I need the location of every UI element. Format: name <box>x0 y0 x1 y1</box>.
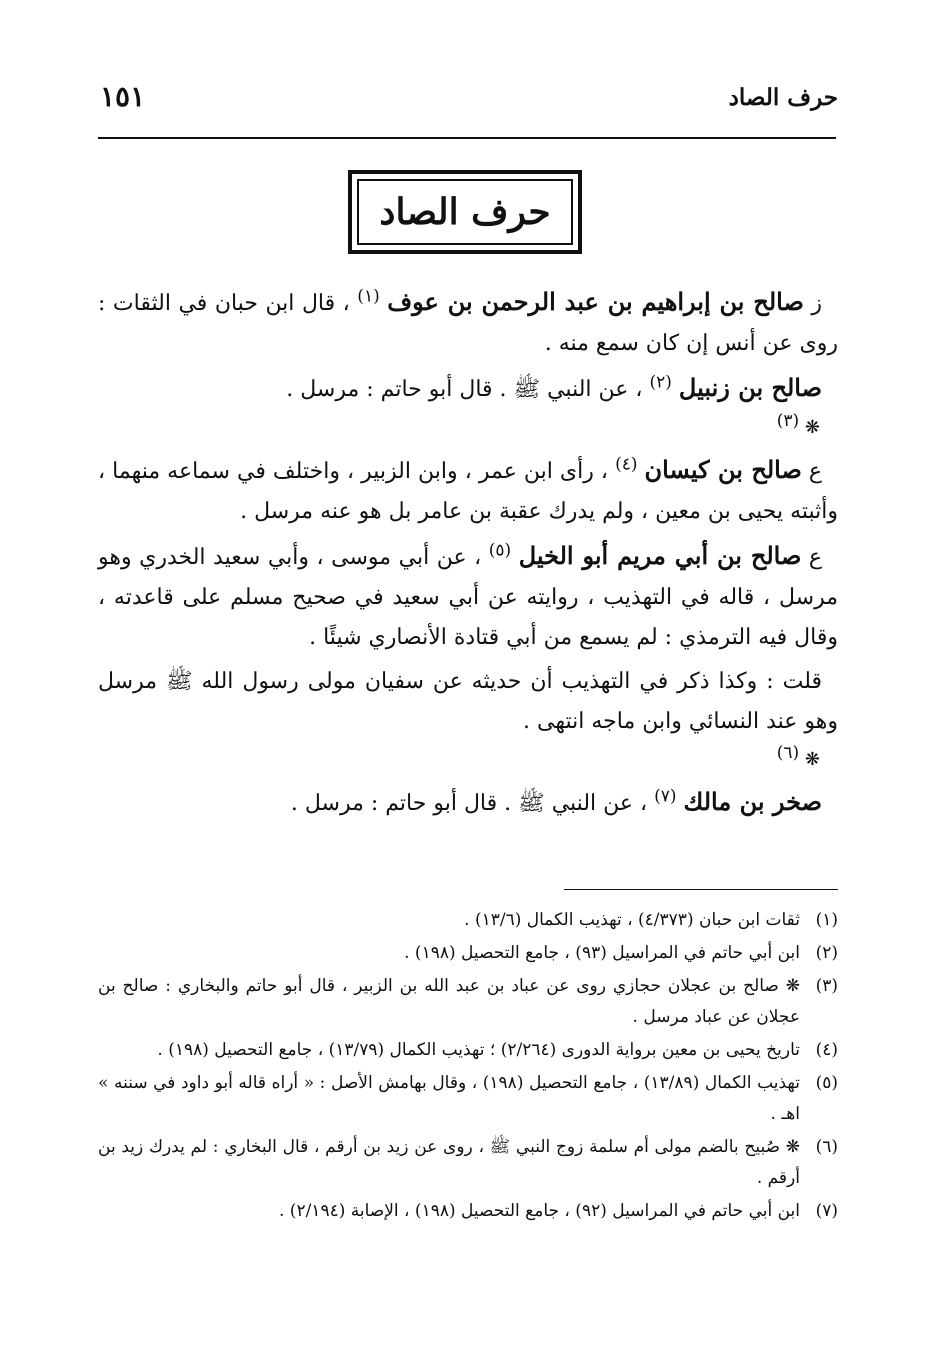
entry-2 <box>98 368 838 410</box>
footnote-text: ❋ صُبيح بالضم مولى أم سلمة زوج النبي ﷺ ، روى عن زيد بن أرقم ، قال البخاري : لم يدرك زيد بن أرقم . <box>98 1137 800 1188</box>
entry-text: ، عن النبي ﷺ . قال أبو حاتم : مرسل . <box>290 791 655 816</box>
qultu-paragraph: قلت : وكذا ذكر في التهذيب أن حديثه عن سفيان مولى رسول الله ﷺ مرسل وهو عند النسائي وابن ماجه انتهى . <box>98 669 838 734</box>
footnote-text: ابن أبي حاتم في المراسيل (٩٢) ، جامع التحصيل (١٩٨) ، الإصابة (٢/١٩٤) . <box>279 1201 800 1221</box>
entry-4 <box>98 536 838 658</box>
footnote-ref: (١) <box>357 286 380 307</box>
entry-3 <box>98 450 838 532</box>
footnote-3 <box>98 971 838 1033</box>
footnote-number: (٤) <box>815 1040 838 1060</box>
footnote-1 <box>98 905 838 936</box>
star-icon: ❋ <box>804 749 820 770</box>
entry-text: ، عن النبي ﷺ . قال أبو حاتم : مرسل . <box>286 377 650 402</box>
entry-1 <box>98 282 838 364</box>
footnote-number: (٧) <box>815 1201 838 1221</box>
star-marker-2 <box>98 742 838 778</box>
star-icon: ❋ <box>804 417 820 438</box>
narrator-name: صالح بن كيسان <box>644 455 802 484</box>
entry-5 <box>98 782 838 824</box>
footnote-ref: (٢) <box>649 372 672 393</box>
footnote-ref: (٥) <box>488 540 512 561</box>
entry-text: ، رأى ابن عمر ، وابن الزبير ، واختلف في سماعه منهما ، وأثبته يحيى بن معين ، ولم يدرك عقبة بن عامر بل هو عنه مرسل . <box>98 459 838 524</box>
footnote-6 <box>98 1132 838 1194</box>
footnote-ref: (٧) <box>654 786 677 807</box>
footnote-number: (٥) <box>815 1073 838 1093</box>
footnote-4 <box>98 1035 838 1066</box>
footnote-7 <box>98 1196 838 1227</box>
entry-text: ، قال ابن حبان في الثقات : روى عن أنس إن كان سمع منه . <box>98 291 838 356</box>
star-marker-1 <box>98 410 838 446</box>
chapter-title-frame <box>348 170 582 254</box>
page-number: ١٥١ <box>100 80 146 113</box>
footnote-2 <box>98 938 838 969</box>
chapter-title: حرف الصاد <box>357 179 573 245</box>
footnote-text: ثقات ابن حبان (٤/٣٧٣) ، تهذيب الكمال (١٣/٦) . <box>464 910 800 930</box>
narrator-name: صالح بن زنبيل <box>678 373 822 402</box>
footnote-5 <box>98 1068 838 1130</box>
footnote-text: تهذيب الكمال (١٣/٨٩) ، جامع التحصيل (١٩٨) ، وقال بهامش الأصل : « أراه قاله أبو داود في سننه » اهـ . <box>98 1073 801 1124</box>
footnote-ref: (٤) <box>615 454 638 475</box>
footnote-rule <box>564 889 838 890</box>
entry-prefix: ع <box>801 545 822 570</box>
footnote-number: (٣) <box>815 976 838 996</box>
main-text <box>98 278 838 824</box>
footnote-ref: (٦) <box>776 743 800 763</box>
entry-prefix: ز <box>803 291 823 316</box>
narrator-name: صالح بن أبي مريم أبو الخيل <box>518 541 802 570</box>
footnote-text: ❋ صالح بن عجلان حجازي روى عن عباد بن عبد الله بن الزبير ، قال أبو حاتم والبخاري : صالح بن عجلان عن عباد مرسل . <box>98 976 800 1027</box>
footnote-number: (١) <box>815 910 838 930</box>
header-rule <box>98 137 836 139</box>
running-title: حرف الصاد <box>728 84 838 111</box>
footnotes <box>98 905 838 1229</box>
narrator-name: صخر بن مالك <box>683 787 822 816</box>
footnote-text: تاريخ يحيى بن معين برواية الدورى (٢/٢٦٤) ؛ تهذيب الكمال (١٣/٧٩) ، جامع التحصيل (١٩٨) . <box>157 1040 800 1060</box>
footnote-text: ابن أبي حاتم في المراسيل (٩٣) ، جامع التحصيل (١٩٨) . <box>404 943 800 963</box>
footnote-number: (٢) <box>815 943 838 963</box>
footnote-ref: (٣) <box>776 411 800 431</box>
footnote-number: (٦) <box>815 1137 838 1157</box>
narrator-name: صالح بن إبراهيم بن عبد الرحمن بن عوف <box>387 287 804 316</box>
entry-text: ، عن أبي موسى ، وأبي سعيد الخدري وهو مرسل ، قاله في التهذيب ، روايته عن أبي سعيد في صحيح مسلم على قاعدته ، وقال فيه الترمذي : لم يسمع من أبي قتادة الأنصاري شيئًا . <box>98 545 838 650</box>
entry-prefix: ع <box>801 459 823 484</box>
